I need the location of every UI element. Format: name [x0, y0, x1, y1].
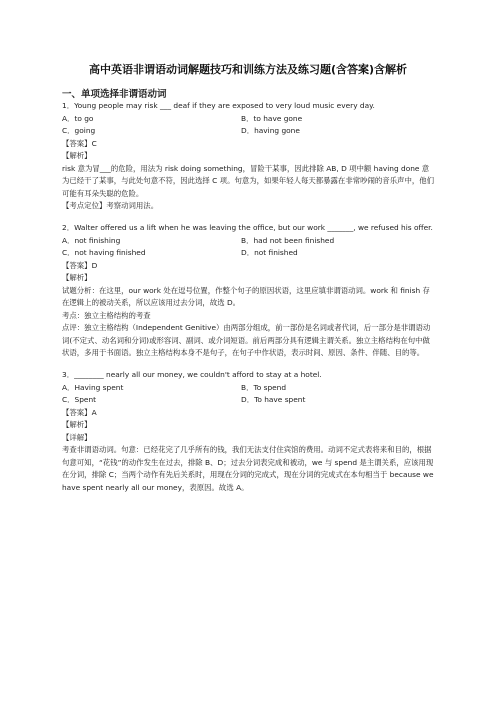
- spacer: [62, 360, 434, 370]
- q2-jiexi-label: 【解析】: [62, 273, 92, 282]
- q1-answer: 【答案】C: [62, 138, 97, 148]
- q3-option-c: C．Spent: [62, 395, 97, 404]
- section-heading: 一、单项选择非谓语动词: [62, 89, 167, 100]
- q1-option-d: D．having gone: [241, 126, 300, 135]
- question-3-options-row-1: [62, 382, 434, 395]
- q1-note: 【考点定位】考察动词用法。: [62, 201, 159, 210]
- document-body: [62, 100, 434, 494]
- q2-option-d: D．not finished: [241, 248, 298, 257]
- q2-option-a: A．not finishing: [62, 235, 121, 245]
- question-2-options-row-2: [62, 247, 434, 260]
- q3-explanation: 考查非谓语动词。句意：已经花完了几乎所有的钱，我们无法支付住宾馆的费用。动词不定式表将来和目的，根据句意可知，“花钱”的动作发生在过去，排除 B、D；过去分词表完成和被动，we 与 spend 是主谓关系，应该用现在分词，排除 C；当两个动作有先后关系时，用现在分词的完成式，现在分词的完成式在本句相当于 because we have spent nearly all our money，表原因。故选 A。: [62, 445, 434, 492]
- q1-option-b: B．to have gone: [241, 113, 303, 123]
- q1-jiexi-label: 【解析】: [62, 151, 92, 160]
- q3-option-a: A．Having spent: [62, 382, 124, 392]
- question-2-options-row-1: [62, 235, 434, 248]
- question-1-stem: 1．Young people may risk ___ deaf if they are exposed to very loud music every day.: [62, 101, 375, 110]
- q3-xiangjie-label: 【详解】: [62, 432, 92, 442]
- q2-explanation: 试题分析：在这里，our work 处在逗号位置，作整个句子的原因状语，这里应填非谓语动词。work 和 finish 存在逻辑上的被动关系，所以应该用过去分词，故选 D。: [62, 285, 430, 307]
- q3-jiexi-label: 【解析】: [62, 420, 92, 429]
- question-3-stem: 3．________ nearly all our money, we couldn't afford to stay at a hotel.: [62, 370, 322, 379]
- q3-option-d: D．To have spent: [241, 395, 306, 404]
- question-3-options-row-2: [62, 394, 434, 407]
- question-1-options-row-1: [62, 113, 434, 126]
- q1-explanation: risk 意为冒___的危险，用法为 risk doing something，冒险干某事，因此排除 AB, D 项中额 having done 意为已经干了某事，与此处句意不符，因此选择 C 项。句意为，如果年轻人每天都暴露在非常吵闹的音乐声中，他们可能有耳朵失聪的危险。: [62, 163, 435, 198]
- q2-kaodian: 考点：独立主格结构的考查: [62, 310, 151, 320]
- question-2-stem: 2．Walter offered us a lift when he was leaving the office, but our work _______, we refused his offer.: [62, 223, 433, 232]
- document-title: 高中英语非谓语动词解题技巧和训练方法及练习题(含答案)含解析: [88, 63, 408, 76]
- q1-option-a: A．to go: [62, 113, 94, 123]
- q2-option-b: B．had not been finished: [241, 235, 335, 245]
- question-1-options-row-2: [62, 125, 434, 138]
- spacer: [62, 213, 434, 223]
- q3-option-b: B．To spend: [241, 382, 287, 392]
- q2-option-c: C．not having finished: [62, 248, 146, 257]
- q1-option-c: C．going: [62, 126, 96, 135]
- q3-answer: 【答案】A: [62, 407, 97, 417]
- q2-dianping: 点评：独立主格结构（Independent Genitive）由两部分组成，前一部份是名词或者代词，后一部分是非谓语动词(不定式、动名词和分词)或形容词、副词、或介词短语。前后两部分具有逻辑主谓关系。独立主格结构在句中做状语，多用于书面语。独立主格结构本身不是句子，在句子中作状语，表示时间、原因、条件、伴随、目的等。: [62, 323, 431, 357]
- q2-answer: 【答案】D: [62, 260, 98, 270]
